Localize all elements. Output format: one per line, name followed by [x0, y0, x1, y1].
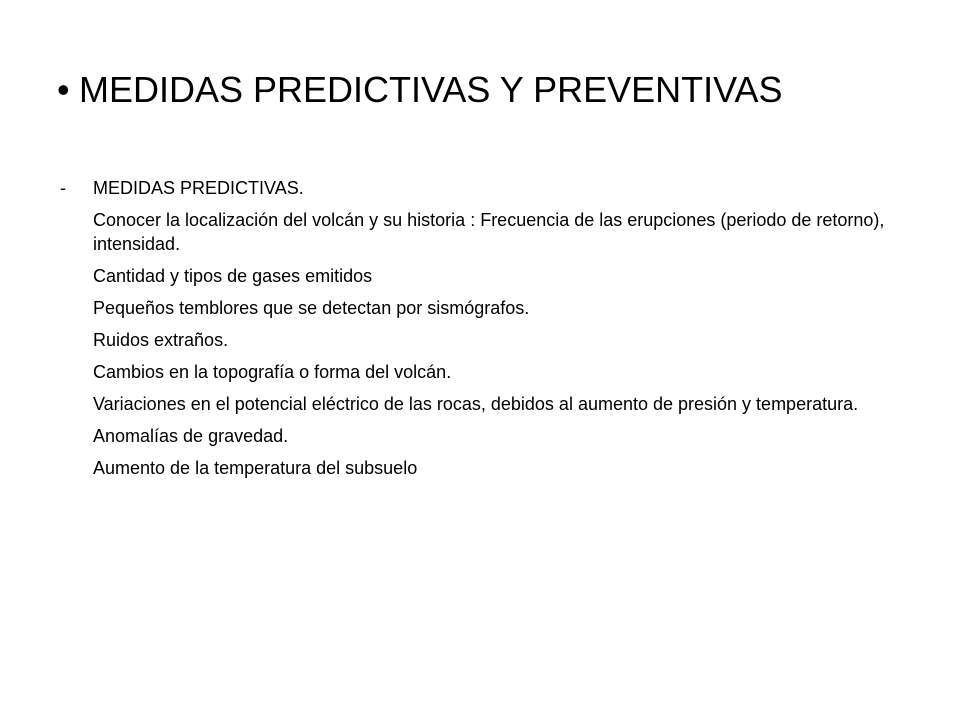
title-text: MEDIDAS PREDICTIVAS Y PREVENTIVAS: [79, 69, 783, 110]
list-item: Aumento de la temperatura del subsuelo: [93, 458, 418, 478]
list-item: Anomalías de gravedad.: [93, 426, 289, 446]
title-bullet: •: [57, 69, 70, 110]
list-item: Ruidos extraños.: [93, 330, 229, 350]
list-item: Conocer la localización del volcán y su historia : Frecuencia de las erupciones (periodo de retorno), intensidad.: [93, 210, 885, 254]
list-item: Cambios en la topografía o forma del volcán.: [93, 362, 452, 382]
predictive-measures-list: [57, 176, 897, 488]
list-item: Cantidad y tipos de gases emitidos: [93, 266, 373, 286]
list-item: Variaciones en el potencial eléctrico de las rocas, debidos al aumento de presión y temperatura.: [93, 394, 859, 414]
slide-title: [57, 66, 937, 114]
dash-marker: -: [60, 178, 66, 198]
section-heading-text: MEDIDAS PREDICTIVAS.: [93, 178, 304, 198]
list-item: Pequeños temblores que se detectan por sismógrafos.: [93, 298, 530, 318]
section-heading: [57, 176, 897, 200]
